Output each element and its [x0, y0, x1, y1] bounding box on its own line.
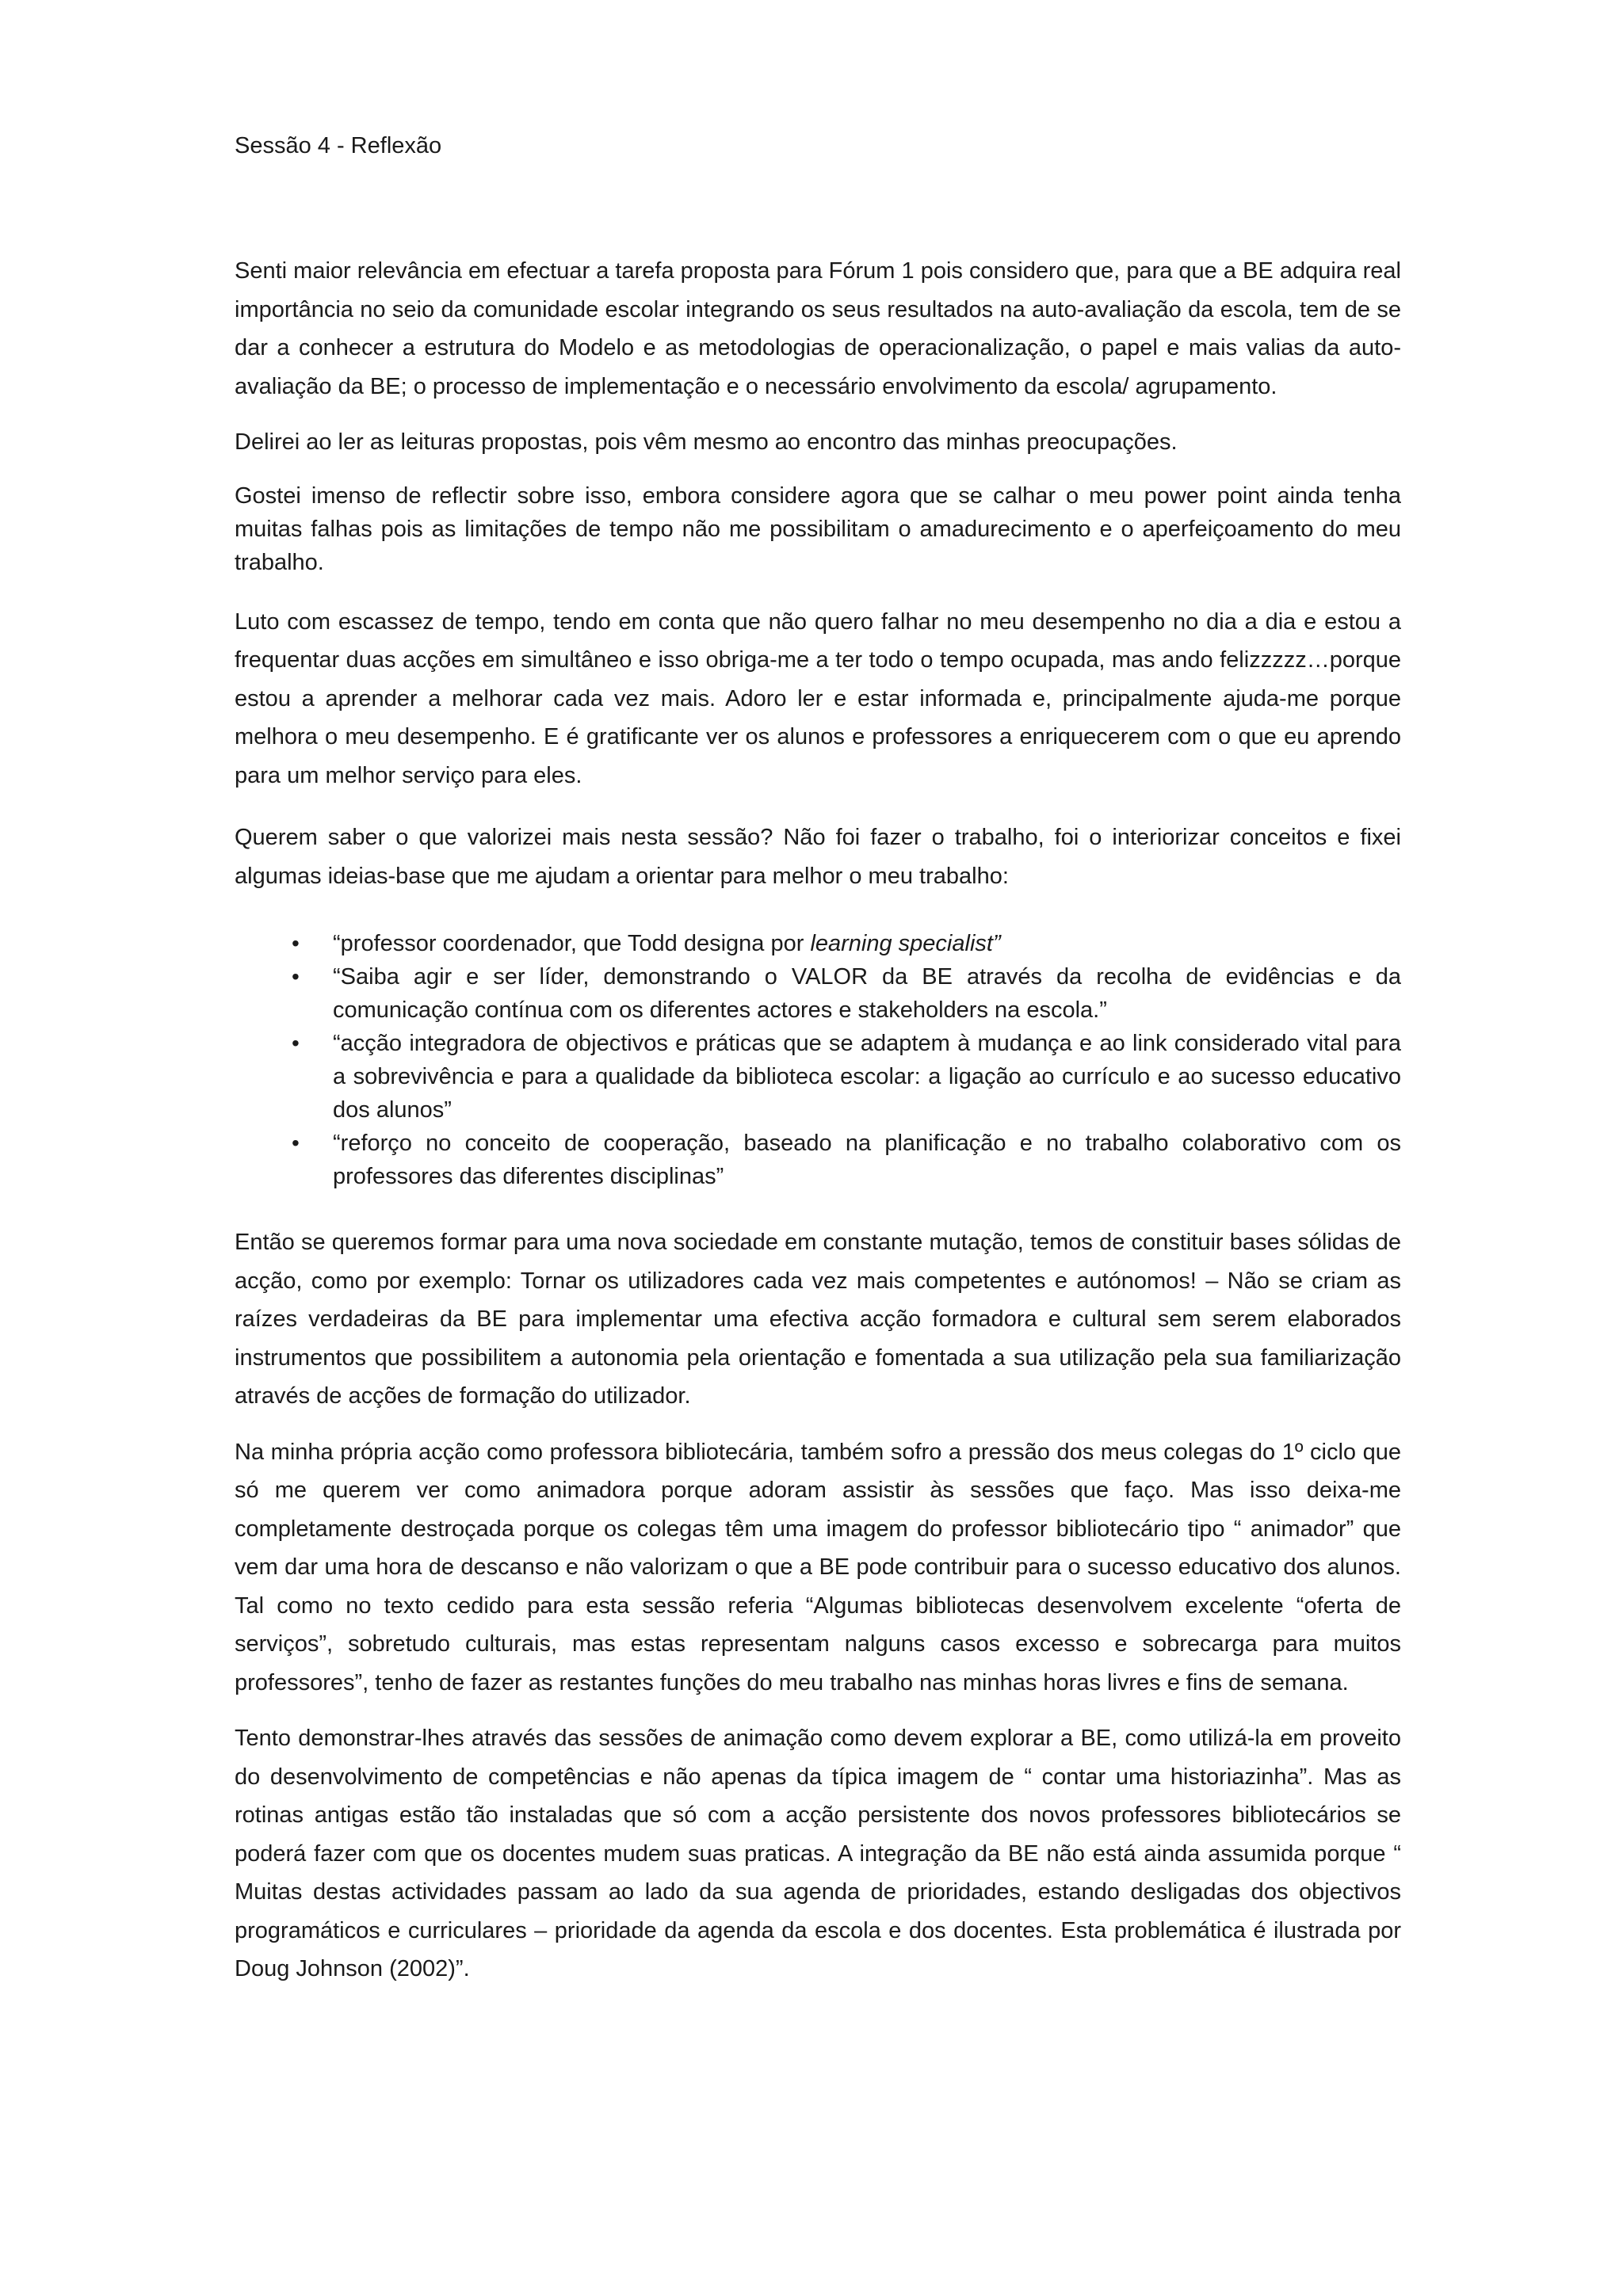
paragraph-time-scarcity: Luto com escassez de tempo, tendo em conta que não quero falhar no meu desempenho no dia a dia e estou a frequentar duas acções em simultâneo e isso obriga-me a ter todo o tempo ocupada, mas ando felizzzzz…porque estou a aprender a melhorar cada vez mais. Adoro ler e estar informada e, principalmente ajuda-me porque melhora o meu desempenho. E é gratificante ver os alunos e professores a enriquecerem com o que eu aprendo para um melhor serviço para eles.: [235, 608, 1401, 788]
list-item-italic-text: learning specialist”: [810, 931, 1001, 956]
paragraph-reflection: Gostei imenso de reflectir sobre isso, embora considere agora que se calhar o meu power point ainda tenha muitas falhas pois as limitações de tempo não me possibilitam o amadurecimento e o aperfeiçoamento do meu trabalho.: [235, 482, 1401, 575]
bullet-icon: •: [292, 1131, 300, 1155]
list-item-text: “acção integradora de objectivos e práticas que se adaptem à mudança e ao link considerado vital para a sobrevivência e para a qualidade da biblioteca escolar: a ligação ao currículo e ao sucesso educativo dos alunos”: [333, 1031, 1401, 1123]
list-item: [235, 1127, 1401, 1193]
key-ideas-list: [235, 927, 1401, 1193]
paragraph-forum-relevance: Senti maior relevância em efectuar a tarefa proposta para Fórum 1 pois considero que, para que a BE adquira real importância no seio da comunidade escolar integrando os seus resultados na auto-avaliação da escola, tem de se dar a conhecer a estrutura do Modelo e as metodologias de operacionalização, o papel e mais valias da auto-avaliação da BE; o processo de implementação e o necessário envolvimento da escola/ agrupamento.: [235, 258, 1401, 399]
list-item: [235, 927, 1401, 960]
list-item-text: “reforço no conceito de cooperação, baseado na planificação e no trabalho colaborativo com os professores das diferentes disciplinas”: [333, 1131, 1401, 1189]
document-page: [235, 127, 1401, 2006]
list-item-text: “Saiba agir e ser líder, demonstrando o VALOR da BE através da recolha de evidências e da comunicação contínua com os diferentes actores e stakeholders na escola.”: [333, 964, 1401, 1023]
paragraph-valued-ideas: Querem saber o que valorizei mais nesta sessão? Não foi fazer o trabalho, foi o interiorizar conceitos e fixei algumas ideias-base que me ajudam a orientar para melhor o meu trabalho:: [235, 825, 1401, 889]
list-item: [235, 1027, 1401, 1127]
paragraph-readings: Delirei ao ler as leituras propostas, pois vêm mesmo ao encontro das minhas preocupações.: [235, 429, 1178, 455]
bullet-icon: •: [292, 931, 300, 955]
paragraph-new-society: Então se queremos formar para uma nova sociedade em constante mutação, temos de constituir bases sólidas de acção, como por exemplo: Tornar os utilizadores cada vez mais competentes e autónomos! – Não se criam as raízes verdadeiras da BE para implementar uma efectiva acção formadora e cultural sem serem elaborados instrumentos que possibilitem a autonomia pela orientação e fomentada a sua utilização pela sua familiarização através de acções de formação do utilizador.: [235, 1230, 1401, 1409]
bullet-icon: •: [292, 1031, 300, 1055]
list-item-text: “professor coordenador, que Todd designa por: [333, 931, 811, 956]
list-item: [235, 960, 1401, 1027]
bullet-icon: •: [292, 964, 300, 989]
paragraph-librarian-pressure: Na minha própria acção como professora bibliotecária, também sofro a pressão dos meus colegas do 1º ciclo que só me querem ver como animadora porque adoram assistir às sessões que faço. Mas isso deixa-me completamente destroçada porque os colegas têm uma imagem do professor bibliotecário tipo “ animador” que vem dar uma hora de descanso e não valorizam o que a BE pode contribuir para o sucesso educativo dos alunos. Tal como no texto cedido para esta sessão referia “Algumas bibliotecas desenvolvem excelente “oferta de serviços”, sobretudo culturais, mas estas representam nalguns casos excesso e sobrecarga para muitos professores”, tenho de fazer as restantes funções do meu trabalho nas minhas horas livres e fins de semana.: [235, 1439, 1401, 1695]
paragraph-animation-sessions: Tento demonstrar-lhes através das sessões de animação como devem explorar a BE, como utilizá-la em proveito do desenvolvimento de competências e não apenas da típica imagem de “ contar uma historiazinha”. Mas as rotinas antigas estão tão instaladas que só com a acção persistente dos novos professores bibliotecários se poderá fazer com que os docentes mudem suas praticas. A integração da BE não está ainda assumida porque “ Muitas destas actividades passam ao lado da sua agenda de prioridades, estando desligadas dos objectivos programáticos e curriculares – prioridade da agenda da escola e dos docentes. Esta problemática é ilustrada por Doug Johnson (2002)”.: [235, 1726, 1401, 1981]
page-title: Sessão 4 - Reflexão: [235, 133, 442, 158]
